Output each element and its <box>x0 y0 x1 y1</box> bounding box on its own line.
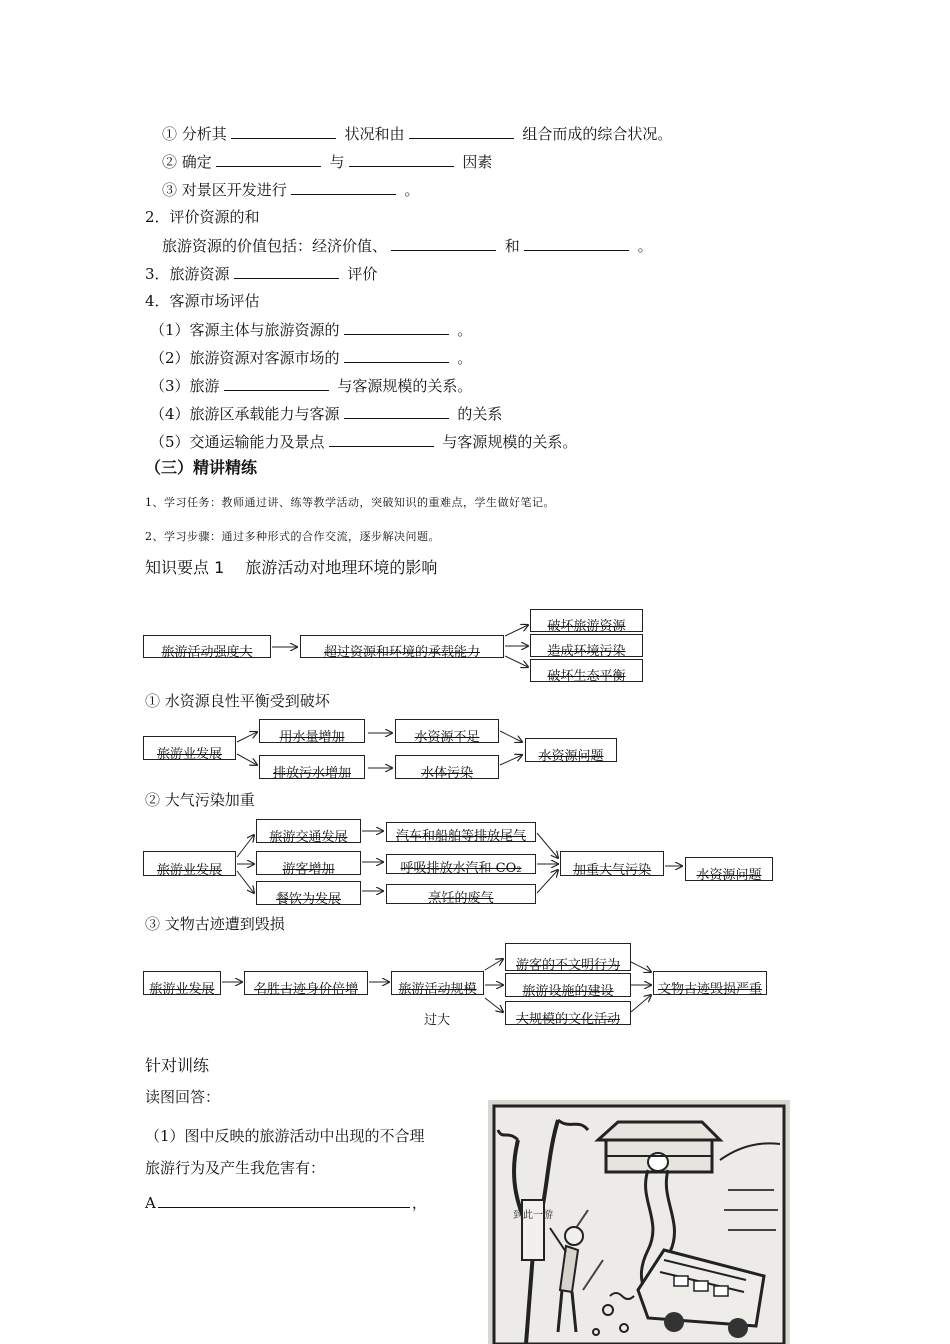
list-item: （1）客源主体与旅游资源的 。 <box>150 321 473 339</box>
list-item: （3）旅游 与客源规模的关系。 <box>150 377 473 395</box>
box-air-pollution-worse: 加重大气污染 <box>560 851 664 876</box>
question-1-line-2: 旅游行为及产生我危害有： <box>145 1159 326 1177</box>
box-tourism-development: 旅游业发展 <box>143 851 236 876</box>
box-facility-construction: 旅游设施的建设 <box>505 973 631 997</box>
answer-a-blank[interactable] <box>158 1192 410 1208</box>
box-activity-scale: 旅游活动规模 <box>391 971 484 995</box>
part-3-title: （三）精讲精练 <box>145 458 258 477</box>
knowledge-point-title: 知识要点 1 旅游活动对地理环境的影响 <box>145 558 438 577</box>
box-destroy-ecology: 破坏生态平衡 <box>530 659 643 682</box>
training-instruction: 读图回答： <box>145 1088 221 1106</box>
training-title: 针对训练 <box>145 1056 210 1075</box>
learning-steps: 2、学习步骤：通过多种形式的合作交流，逐步解决问题。 <box>145 530 440 543</box>
list-item-determine: ② 确定 与 因素 <box>162 153 493 171</box>
tree-carving: 到此一游 <box>513 1210 553 1221</box>
box-exceed-capacity: 超过资源和环境的承载能力 <box>300 635 504 658</box>
box-breath-co2: 呼吸排放水汽和 CO₂ <box>386 854 536 874</box>
box-water-use-increase: 用水量增加 <box>259 719 365 743</box>
answer-a-line: A ， <box>145 1194 427 1212</box>
section-2-value-line: 旅游资源的价值包括：经济价值、 和 。 <box>162 237 653 255</box>
list-item: （2）旅游资源对客源市场的 。 <box>150 349 473 367</box>
box-catering-development: 餐饮为发展 <box>256 881 361 905</box>
activity-scale-tail: 过大 <box>424 1013 451 1028</box>
section-4-heading: 4．客源市场评估 <box>145 292 260 310</box>
box-vehicle-exhaust: 汽车和船舶等排放尾气 <box>386 822 536 842</box>
box-sites-value-rise: 名胜古迹身价倍增 <box>244 971 368 995</box>
learning-task: 1、学习任务：教师通过讲、练等教学活动，突破知识的重难点，学生做好笔记。 <box>145 496 555 509</box>
box-relics-damaged: 文物古迹毁损严重 <box>653 971 767 995</box>
list-item-develop: ③ 对景区开发进行 。 <box>162 181 420 199</box>
box-cooking-fumes: 烹饪的废气 <box>386 884 536 904</box>
box-environment-pollution: 造成环境污染 <box>530 634 643 657</box>
box-uncivil-behavior: 游客的不文明行为 <box>505 943 631 971</box>
air-heading: ② 大气污染加重 <box>145 791 255 809</box>
question-1-line-1: （1）图中反映的旅游活动中出现的不合理 <box>145 1127 425 1145</box>
box-destroy-resources: 破坏旅游资源 <box>530 609 643 632</box>
box-water-pollution: 水体污染 <box>395 755 499 779</box>
box-tourism-development: 旅游业发展 <box>143 971 221 995</box>
box-water-problem: 水资源问题 <box>525 738 617 762</box>
box-tourism-intensity: 旅游活动强度大 <box>143 635 271 658</box>
box-tourist-increase: 游客增加 <box>256 851 361 875</box>
list-item: （5）交通运输能力及景点 与客源规模的关系。 <box>150 433 578 451</box>
box-tourism-development: 旅游业发展 <box>143 736 236 760</box>
box-water-shortage: 水资源不足 <box>395 719 499 743</box>
list-item-analysis: ① 分析其 状况和由 组合而成的综合状况。 <box>162 125 673 143</box>
relics-heading: ③ 文物古迹遭到毁损 <box>145 915 285 933</box>
box-cultural-activities: 大规模的文化活动 <box>505 1001 631 1025</box>
cartoon-drawing <box>488 1100 790 1344</box>
section-3-line: 3．旅游资源 评价 <box>145 265 378 283</box>
box-sewage-increase: 排放污水增加 <box>259 755 365 779</box>
list-item: （4）旅游区承载能力与客源 的关系 <box>150 405 503 423</box>
cartoon-illustration <box>488 1100 790 1344</box>
box-transport-development: 旅游交通发展 <box>256 819 361 843</box>
box-water-problem: 水资源问题 <box>685 857 773 881</box>
section-2-heading: 2．评价资源的和 <box>145 208 260 226</box>
water-heading: ① 水资源良性平衡受到破坏 <box>145 692 330 710</box>
